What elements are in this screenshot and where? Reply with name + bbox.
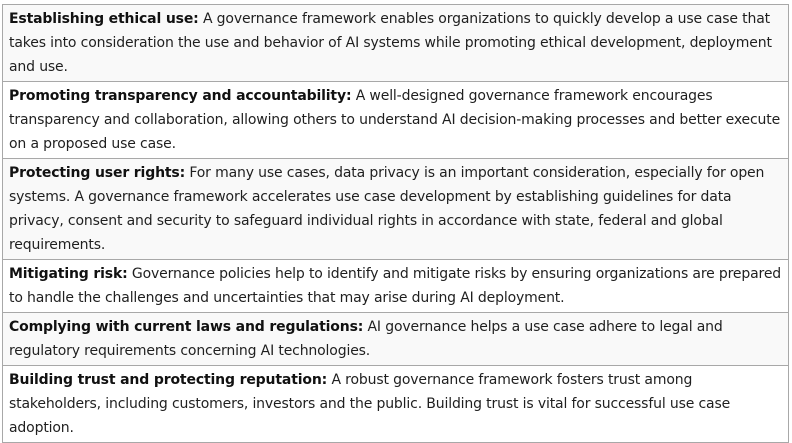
table-cell bbox=[3, 366, 789, 443]
table-cell bbox=[3, 82, 789, 159]
table-cell bbox=[3, 313, 789, 366]
benefit-term: Building trust and protecting reputation: bbox=[9, 372, 328, 388]
benefit-description: A well-designed governance framework encourages transparency and collaboration, allowing others to understand AI decision-making processes and better execute on a proposed use case. bbox=[9, 88, 781, 152]
benefit-term: Protecting user rights: bbox=[9, 165, 186, 181]
benefit-description: AI governance helps a use case adhere to legal and regulatory requirements concerning AI technologies. bbox=[9, 319, 723, 359]
table-row bbox=[3, 260, 789, 313]
table-row bbox=[3, 5, 789, 82]
benefit-term: Mitigating risk: bbox=[9, 266, 128, 282]
benefit-description: A governance framework enables organizations to quickly develop a use case that takes into consideration the use and behavior of AI systems while promoting ethical development, deployment and use. bbox=[9, 11, 772, 75]
benefit-term: Complying with current laws and regulations: bbox=[9, 319, 364, 335]
benefit-description: Governance policies help to identify and mitigate risks by ensuring organizations are prepared to handle the challenges and uncertainties that may arise during AI deployment. bbox=[9, 266, 782, 306]
benefit-description: A robust governance framework fosters trust among stakeholders, including customers, investors and the public. Building trust is vital for successful use case adoption. bbox=[9, 372, 731, 436]
benefit-term: Establishing ethical use: bbox=[9, 11, 199, 27]
table-cell bbox=[3, 260, 789, 313]
table-cell bbox=[3, 159, 789, 260]
table-cell bbox=[3, 5, 789, 82]
table-row bbox=[3, 159, 789, 260]
benefit-description: For many use cases, data privacy is an important consideration, especially for open systems. A governance framework accelerates use case development by establishing guidelines for data privacy, consent and security to safeguard individual rights in accordance with state, federal and global requirements. bbox=[9, 165, 765, 253]
benefit-term: Promoting transparency and accountability: bbox=[9, 88, 352, 104]
table-row bbox=[3, 366, 789, 443]
table-row bbox=[3, 313, 789, 366]
table-row bbox=[3, 82, 789, 159]
governance-benefits-table bbox=[2, 4, 789, 443]
